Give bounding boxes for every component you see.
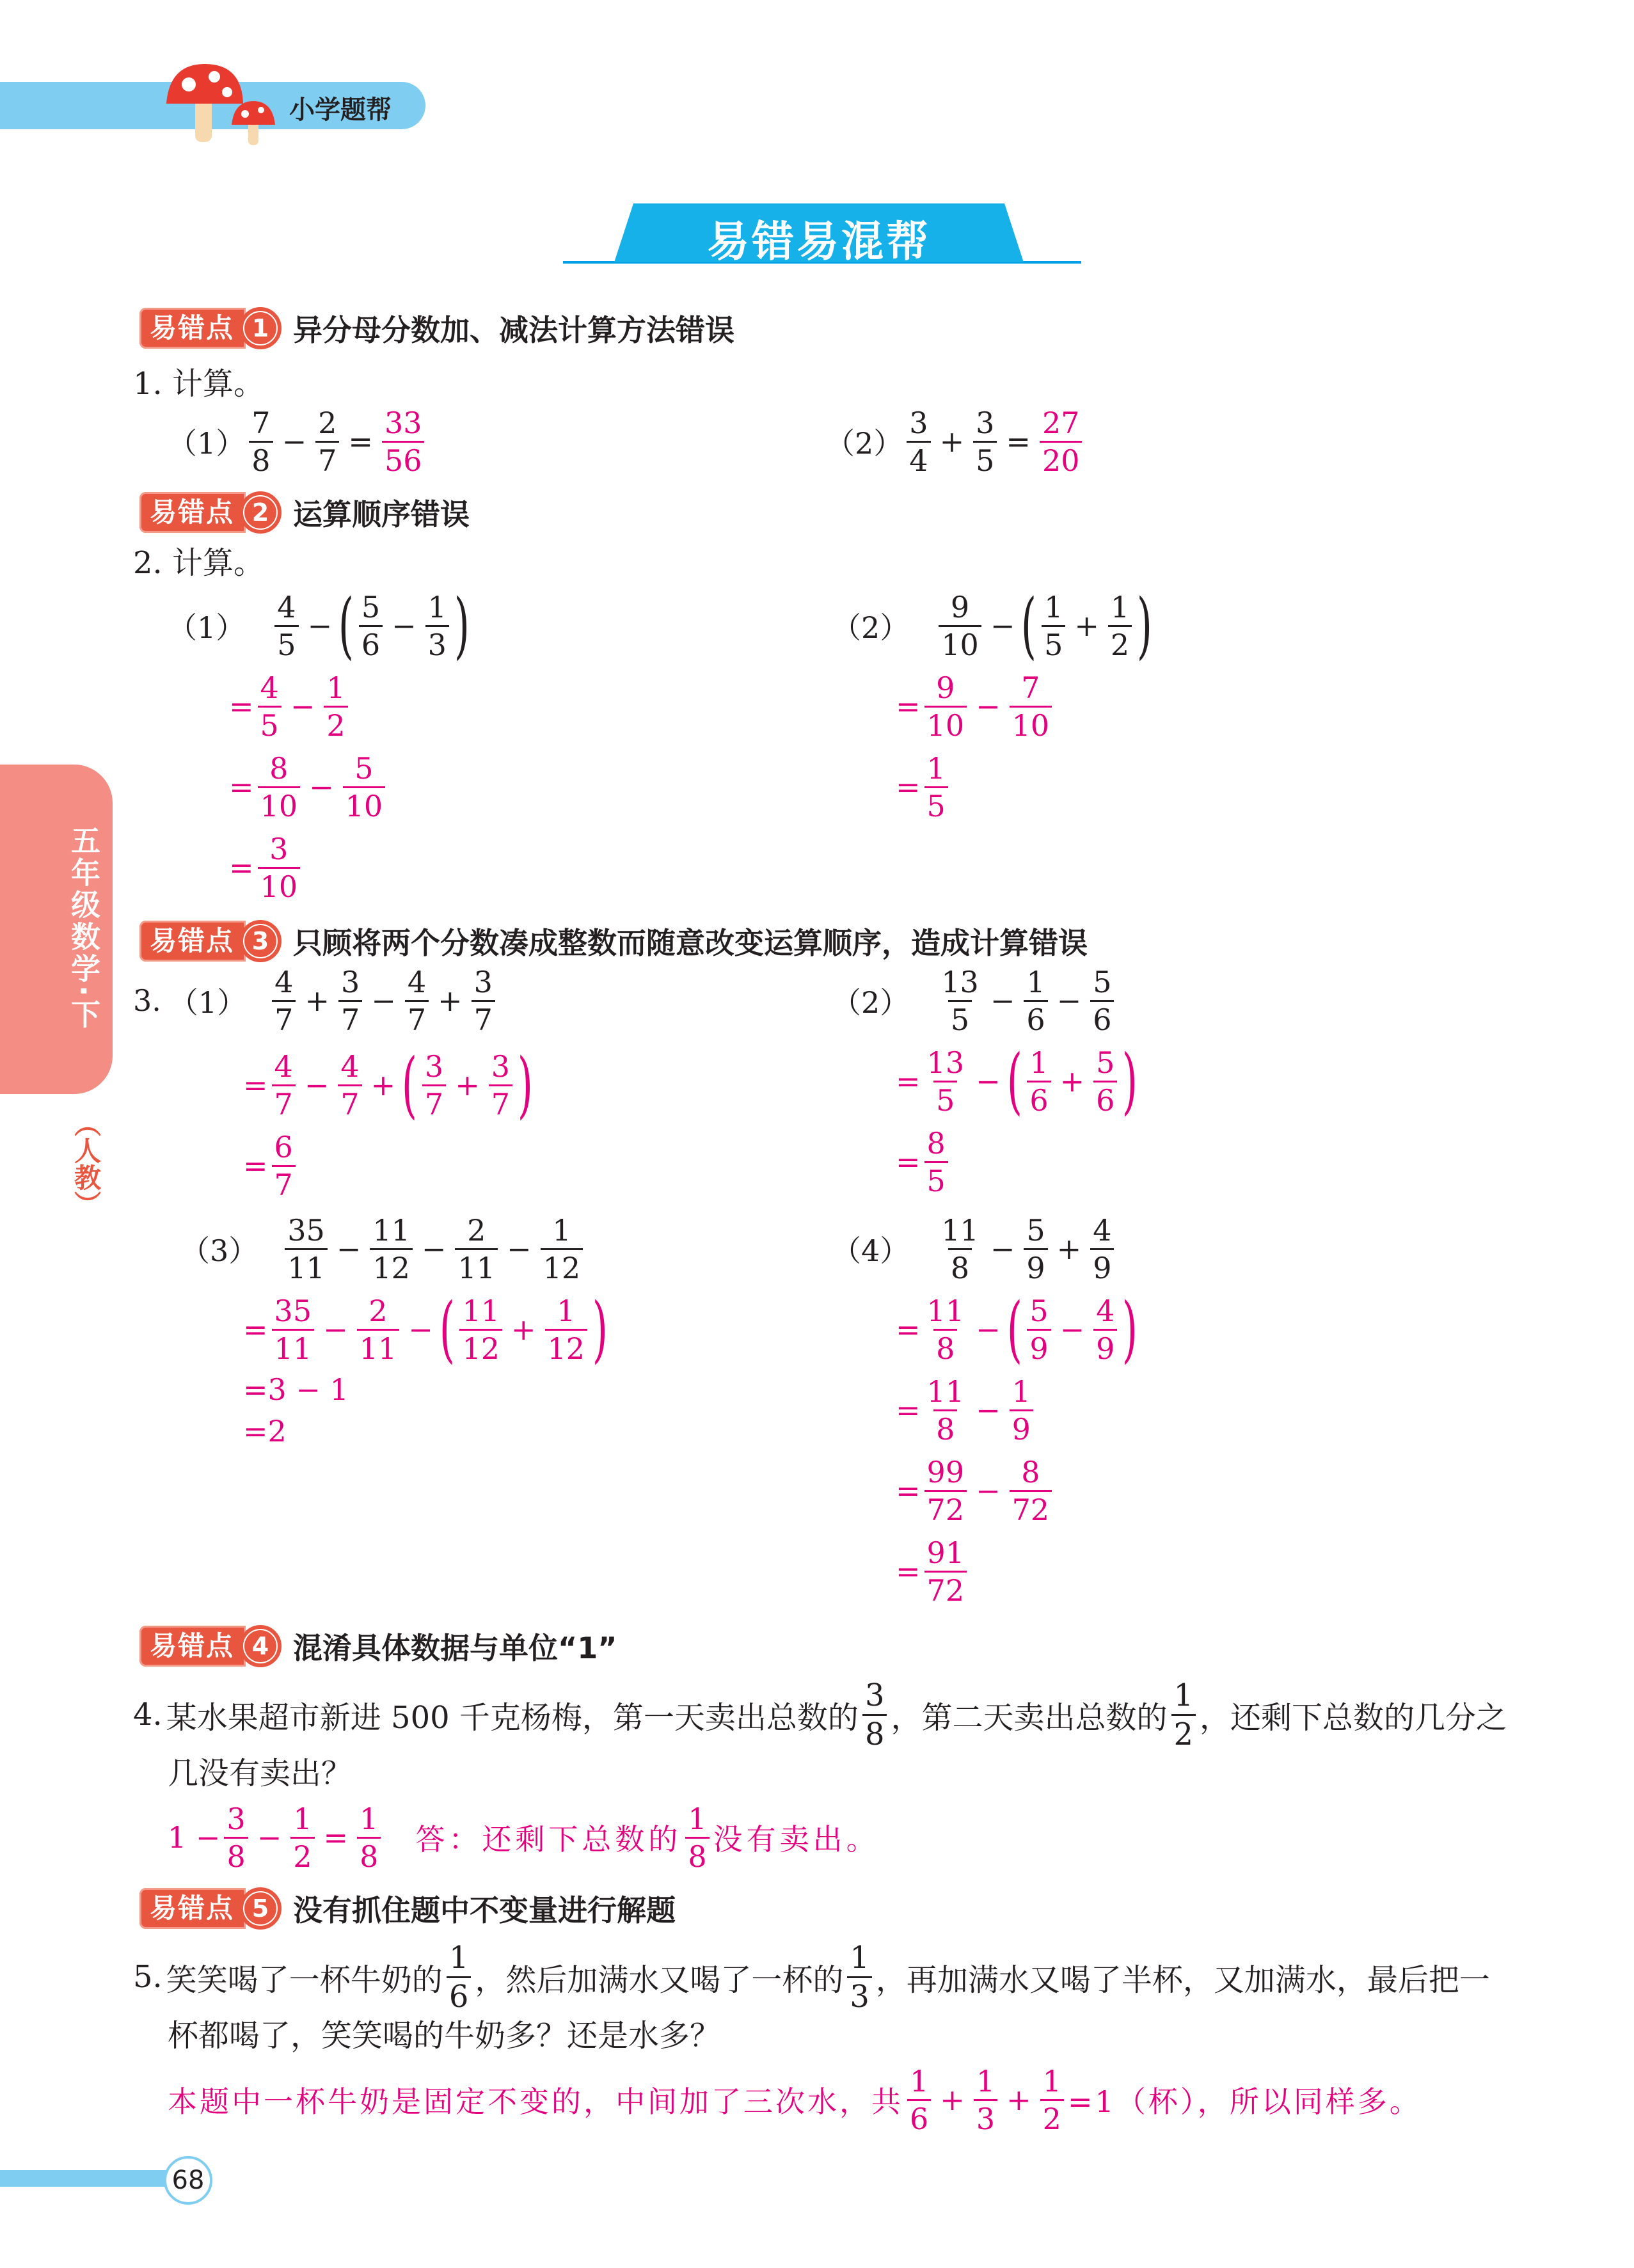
question-number: 4.	[133, 1697, 163, 1733]
q3-part2-step1: = $\frac{13}{5}$ − ( 1 6 + $\frac{5}{6}$ )	[896, 1040, 1138, 1123]
badge-number: 1	[244, 312, 276, 344]
badge-label: 易错点	[139, 1626, 246, 1667]
part-tag: （3）	[180, 1233, 258, 1268]
q3-part4-step1: = $\frac{11}{8}$ − ( 5 9 − $\frac{4}{9}$ )	[896, 1288, 1138, 1371]
brand-label: 小学题帮	[289, 95, 392, 125]
section-title: 异分母分数加、减法计算方法错误	[293, 313, 735, 347]
part-tag: （4）	[832, 1233, 910, 1268]
q3-part3-step2: =3 − 1	[243, 1372, 349, 1407]
section-title: 没有抓住题中不变量进行解题	[293, 1893, 676, 1928]
side-tab-grade: 五年级数学·下	[67, 825, 101, 1031]
fraction: $\frac{2}{7}$	[315, 408, 339, 475]
question-text: ，然后加满水又喝了一杯的	[475, 1962, 844, 1998]
q3-part4-step2: = $\frac{11}{8}$ − $\frac{1}{9}$	[896, 1372, 1037, 1448]
part-tag: （2）	[832, 610, 910, 645]
banner-title: 易错易混帮	[707, 217, 931, 266]
q2-label: 2. 计算。	[133, 545, 265, 581]
section-title: 只顾将两个分数凑成整数而随意改变运算顺序，造成计算错误	[293, 926, 1088, 960]
answer-fraction: $\frac{27}{20}$	[1040, 408, 1083, 475]
q3-part3-step3: =2	[243, 1414, 287, 1448]
part-tag: （1）	[168, 985, 247, 1020]
question-text: ，再加满水又喝了半杯，又加满水，最后把一	[875, 1962, 1490, 1998]
fraction: 3 4	[907, 408, 930, 475]
section-badge-4	[139, 1625, 617, 1667]
question-text: 某水果超市新进 500 千克杨梅，第一天卖出总数的	[166, 1699, 859, 1736]
q2-part2-step1: = $\frac{9}{10}$ − $\frac{7}{10}$	[896, 668, 1056, 745]
q3-part1-step2: = $\frac{6}{7}$	[243, 1127, 299, 1204]
fraction: $\frac{3}{5}$	[973, 408, 997, 475]
q3-part3-step1: = $\frac{35}{11}$ − $\frac{2}{11}$ − ( 11 12 + $\frac{1}{12}$ )	[243, 1288, 608, 1371]
section-title: 混淆具体数据与单位“1”	[293, 1631, 617, 1665]
badge-label: 易错点	[139, 1888, 246, 1929]
question-text: ，还剩下总数的几分之	[1200, 1699, 1507, 1736]
question-text: ，第二天卖出总数的	[891, 1699, 1168, 1736]
q3-part2-expr: （2） 13 5 − $\frac{1}{6}$ − $\frac{5}{6}$	[832, 962, 1118, 1039]
footer-bar	[0, 2170, 186, 2187]
side-tab-edition: （人教）	[70, 1110, 102, 1217]
q3-part1-step1: = $\frac{4}{7}$ − $\frac{4}{7}$ + ( 3 7 + $\frac{3}{7}$ )	[243, 1043, 533, 1127]
q4-line2: 几没有卖出？	[168, 1756, 353, 1791]
badge-label: 易错点	[139, 308, 246, 349]
q5-line1: 5. 笑笑喝了一杯牛奶的 1 6 ，然后加满水又喝了一杯的 1 3 ，再加满水又喝了半杯，又加满水，最后把一	[133, 1939, 1490, 2015]
q3-part4-expr: （4） 11 8 − $\frac{5}{9}$ + $\frac{4}{9}$	[832, 1210, 1118, 1287]
mushroom-logo-icon	[160, 59, 288, 148]
part-tag: （2）	[825, 426, 903, 461]
q3-part4-step3: = $\frac{99}{72}$ − $\frac{8}{72}$	[896, 1452, 1056, 1529]
badge-number: 4	[244, 1630, 276, 1662]
q2-part1-expr: （1） 4 5 − ( 5 6 − $\frac{1}{3}$ )	[168, 584, 470, 667]
q3-part4-step4: = $\frac{91}{72}$	[896, 1533, 971, 1610]
part-tag: （1）	[168, 610, 246, 645]
page-number: 68	[164, 2156, 212, 2205]
q3-part3-expr: （3） 35 11 − $\frac{11}{12}$ − $\frac{2}{11}$ − $\frac{1}{12}$	[180, 1210, 587, 1287]
q4-answer: 1 − $\frac{3}{8}$ − $\frac{1}{2}$ = $\frac{1}{8}$ 答：还剩下总数的 1 8 没有卖出。	[168, 1801, 880, 1874]
answer-fraction: $\frac{33}{56}$	[382, 408, 425, 475]
badge-number: 5	[244, 1892, 276, 1924]
q5-line2: 杯都喝了，笑笑喝的牛奶多？还是水多？	[168, 2018, 721, 2054]
q3-label: 3.	[133, 983, 161, 1018]
q4-line1: 4. 某水果超市新进 500 千克杨梅，第一天卖出总数的 3 8 ，第二天卖出总数的 1 2 ，还剩下总数的几分之	[133, 1677, 1507, 1752]
section-title: 运算顺序错误	[293, 497, 470, 532]
section-badge-3	[139, 920, 1088, 962]
q2-part1-step2: = $\frac{8}{10}$ − $\frac{5}{10}$	[229, 749, 389, 825]
q1-part2: （2） 3 4 + $\frac{3}{5}$ = $\frac{27}{20}$	[825, 403, 1086, 480]
section-badge-2	[139, 491, 470, 534]
q2-part2-expr: （2） 9 10 − ( 1 5 + $\frac{1}{2}$ )	[832, 584, 1153, 667]
q1-part1: （1） 7 8 − $\frac{2}{7}$ = $\frac{33}{56}$	[168, 403, 428, 480]
part-tag: （2）	[832, 985, 910, 1020]
q1-label: 1. 计算。	[133, 366, 265, 402]
q2-part2-step2: = $\frac{1}{5}$	[896, 749, 952, 825]
section-badge-1	[139, 307, 734, 349]
part-tag: （1）	[168, 426, 246, 461]
badge-label: 易错点	[139, 921, 246, 962]
q3-part1-expr: 3. （1） 4 7 + $\frac{3}{7}$ − $\frac{4}{7}$ + $\frac{3}{7}$	[133, 962, 499, 1039]
badge-number: 3	[244, 925, 276, 957]
section-badge-5	[139, 1887, 676, 1930]
fraction: 7 8	[249, 408, 273, 475]
q2-part1-step3: = $\frac{3}{10}$	[229, 829, 304, 906]
question-number: 5.	[133, 1959, 163, 1995]
q5-answer: 本题中一杯牛奶是固定不变的，中间加了三次水，共 1 6 + $\frac{1}{3}$ + $\frac{1}{2}$ =1（杯），所以同样多。	[168, 2063, 1422, 2136]
badge-number: 2	[244, 496, 276, 528]
badge-label: 易错点	[139, 492, 246, 533]
q2-part1-step1: = $\frac{4}{5}$ − $\frac{1}{2}$	[229, 668, 352, 745]
question-text: 笑笑喝了一杯牛奶的	[166, 1962, 443, 1998]
q3-part2-step2: = $\frac{8}{5}$	[896, 1123, 952, 1200]
